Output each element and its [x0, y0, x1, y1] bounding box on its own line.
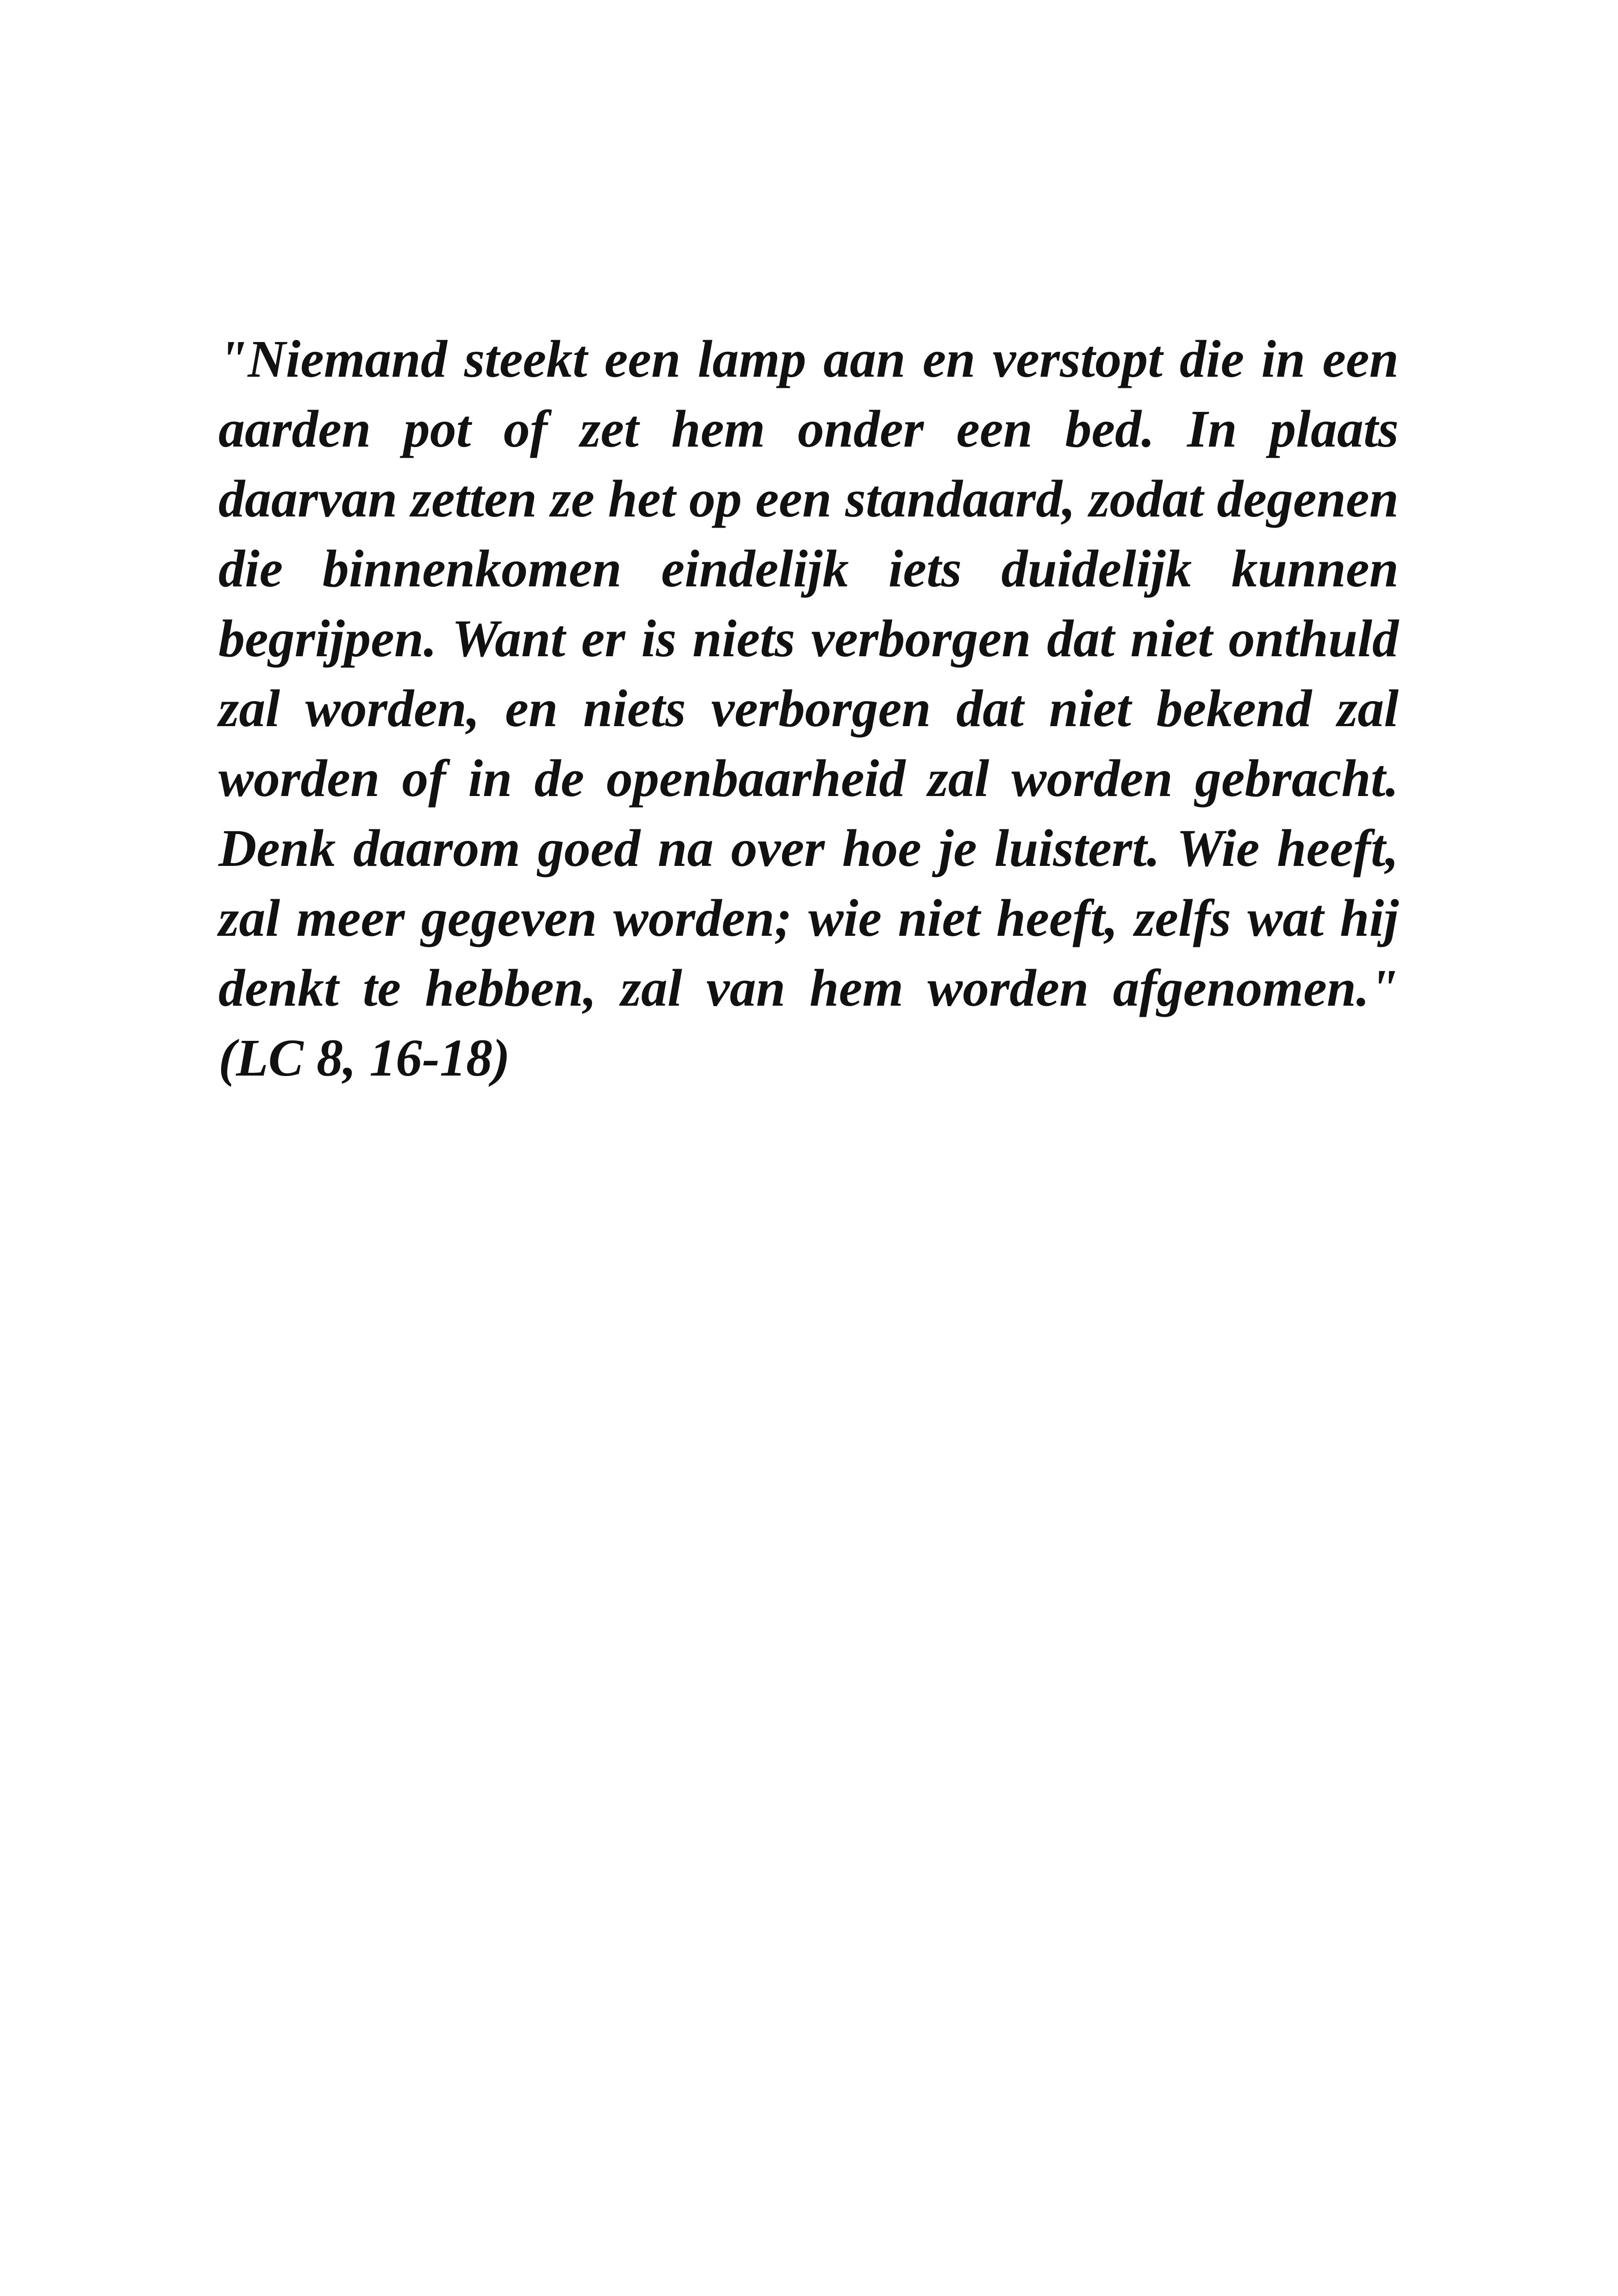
scripture-passage: [218, 324, 1399, 1093]
passage-line: begrijpen. Want er is niets verborgen dat niet onthuld: [218, 609, 1399, 668]
passage-line: worden of in de openbaarheid zal worden gebracht.: [218, 749, 1399, 808]
passage-line: "Niemand steekt een lamp aan en verstopt die in een: [218, 330, 1399, 388]
passage-line: zal worden, en niets verborgen dat niet bekend zal: [218, 679, 1399, 738]
passage-line: denkt te hebben, zal van hem worden afgenomen.": [218, 958, 1399, 1017]
scripture-reference: (LC 8, 16-18): [218, 1028, 510, 1087]
passage-line: zal meer gegeven worden; wie niet heeft, zelfs wat hij: [218, 889, 1399, 947]
passage-line: die binnenkomen eindelijk iets duidelijk kunnen: [218, 539, 1399, 598]
passage-line: Denk daarom goed na over hoe je luistert. Wie heeft,: [218, 819, 1399, 877]
passage-line: aarden pot of zet hem onder een bed. In plaats: [218, 399, 1399, 458]
passage-line: daarvan zetten ze het op een standaard, zodat degenen: [218, 469, 1399, 528]
